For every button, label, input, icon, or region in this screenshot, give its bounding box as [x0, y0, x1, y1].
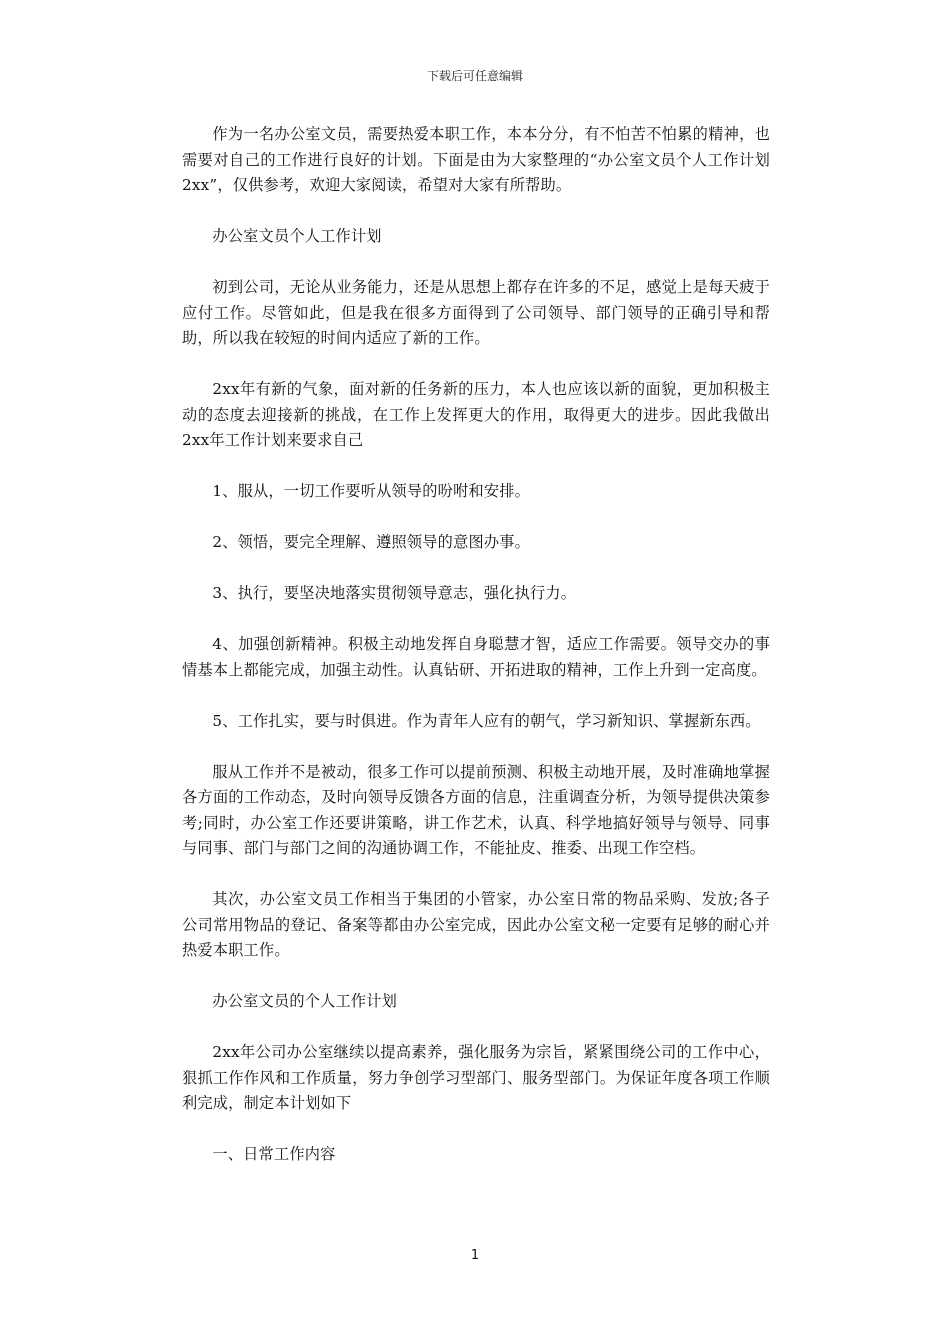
paragraph: 2xx年有新的气象，面对新的任务新的压力，本人也应该以新的面貌，更加积极主动的态度去迎接新的挑战，在工作上发挥更大的作用，取得更大的进步。因此我做出2xx年工作计划来要求自己	[182, 380, 770, 449]
list-item: 2、领悟，要完全理解、遵照领导的意图办事。	[212, 533, 531, 551]
paragraph: 其次，办公室文员工作相当于集团的小管家，办公室日常的物品采购、发放;各子公司常用物品的登记、备案等都由办公室完成，因此办公室文秘一定要有足够的耐心并热爱本职工作。	[182, 890, 770, 959]
section-heading-2: 办公室文员的个人工作计划	[212, 992, 398, 1010]
paragraph-intro: 作为一名办公室文员，需要热爱本职工作，本本分分，有不怕苦不怕累的精神，也需要对自己的工作进行良好的计划。下面是由为大家整理的“办公室文员个人工作计划2xx”，仅供参考，欢迎大家阅读，希望对大家有所帮助。	[182, 125, 770, 194]
list-item: 4、加强创新精神。积极主动地发挥自身聪慧才智，适应工作需要。领导交办的事情基本上都能完成，加强主动性。认真钻研、开拓进取的精神，工作上升到一定高度。	[182, 635, 770, 679]
paragraph: 服从工作并不是被动，很多工作可以提前预测、积极主动地开展，及时准确地掌握各方面的工作动态，及时向领导反馈各方面的信息，注重调查分析，为领导提供决策参考;同时，办公室工作还要讲策略，讲工作艺术，认真、科学地搞好领导与领导、同事与同事、部门与部门之间的沟通协调工作，不能扯皮、推委、出现工作空档。	[182, 762, 770, 857]
list-item: 1、服从，一切工作要听从领导的吩咐和安排。	[212, 482, 531, 500]
page-header: 下载后可任意编辑	[426, 69, 523, 83]
document-body	[182, 122, 770, 1193]
list-item: 5、工作扎实，要与时俱进。作为青年人应有的朝气，学习新知识、掌握新东西。	[212, 711, 761, 730]
paragraph: 2xx年公司办公室继续以提高素养，强化服务为宗旨，紧紧围绕公司的工作中心，狠抓工作作风和工作质量，努力争创学习型部门、服务型部门。为保证年度各项工作顺利完成，制定本计划如下	[182, 1043, 770, 1112]
paragraph: 初到公司，无论从业务能力，还是从思想上都存在许多的不足，感觉上是每天疲于应付工作。尽管如此，但是我在很多方面得到了公司领导、部门领导的正确引导和帮助，所以我在较短的时间内适应了新的工作。	[182, 278, 770, 347]
page-number: 1	[470, 1248, 480, 1263]
list-item: 3、执行，要坚决地落实贯彻领导意志，强化执行力。	[212, 584, 577, 602]
section-heading-1: 办公室文员个人工作计划	[212, 227, 382, 245]
section-heading-3: 一、日常工作内容	[212, 1145, 336, 1163]
